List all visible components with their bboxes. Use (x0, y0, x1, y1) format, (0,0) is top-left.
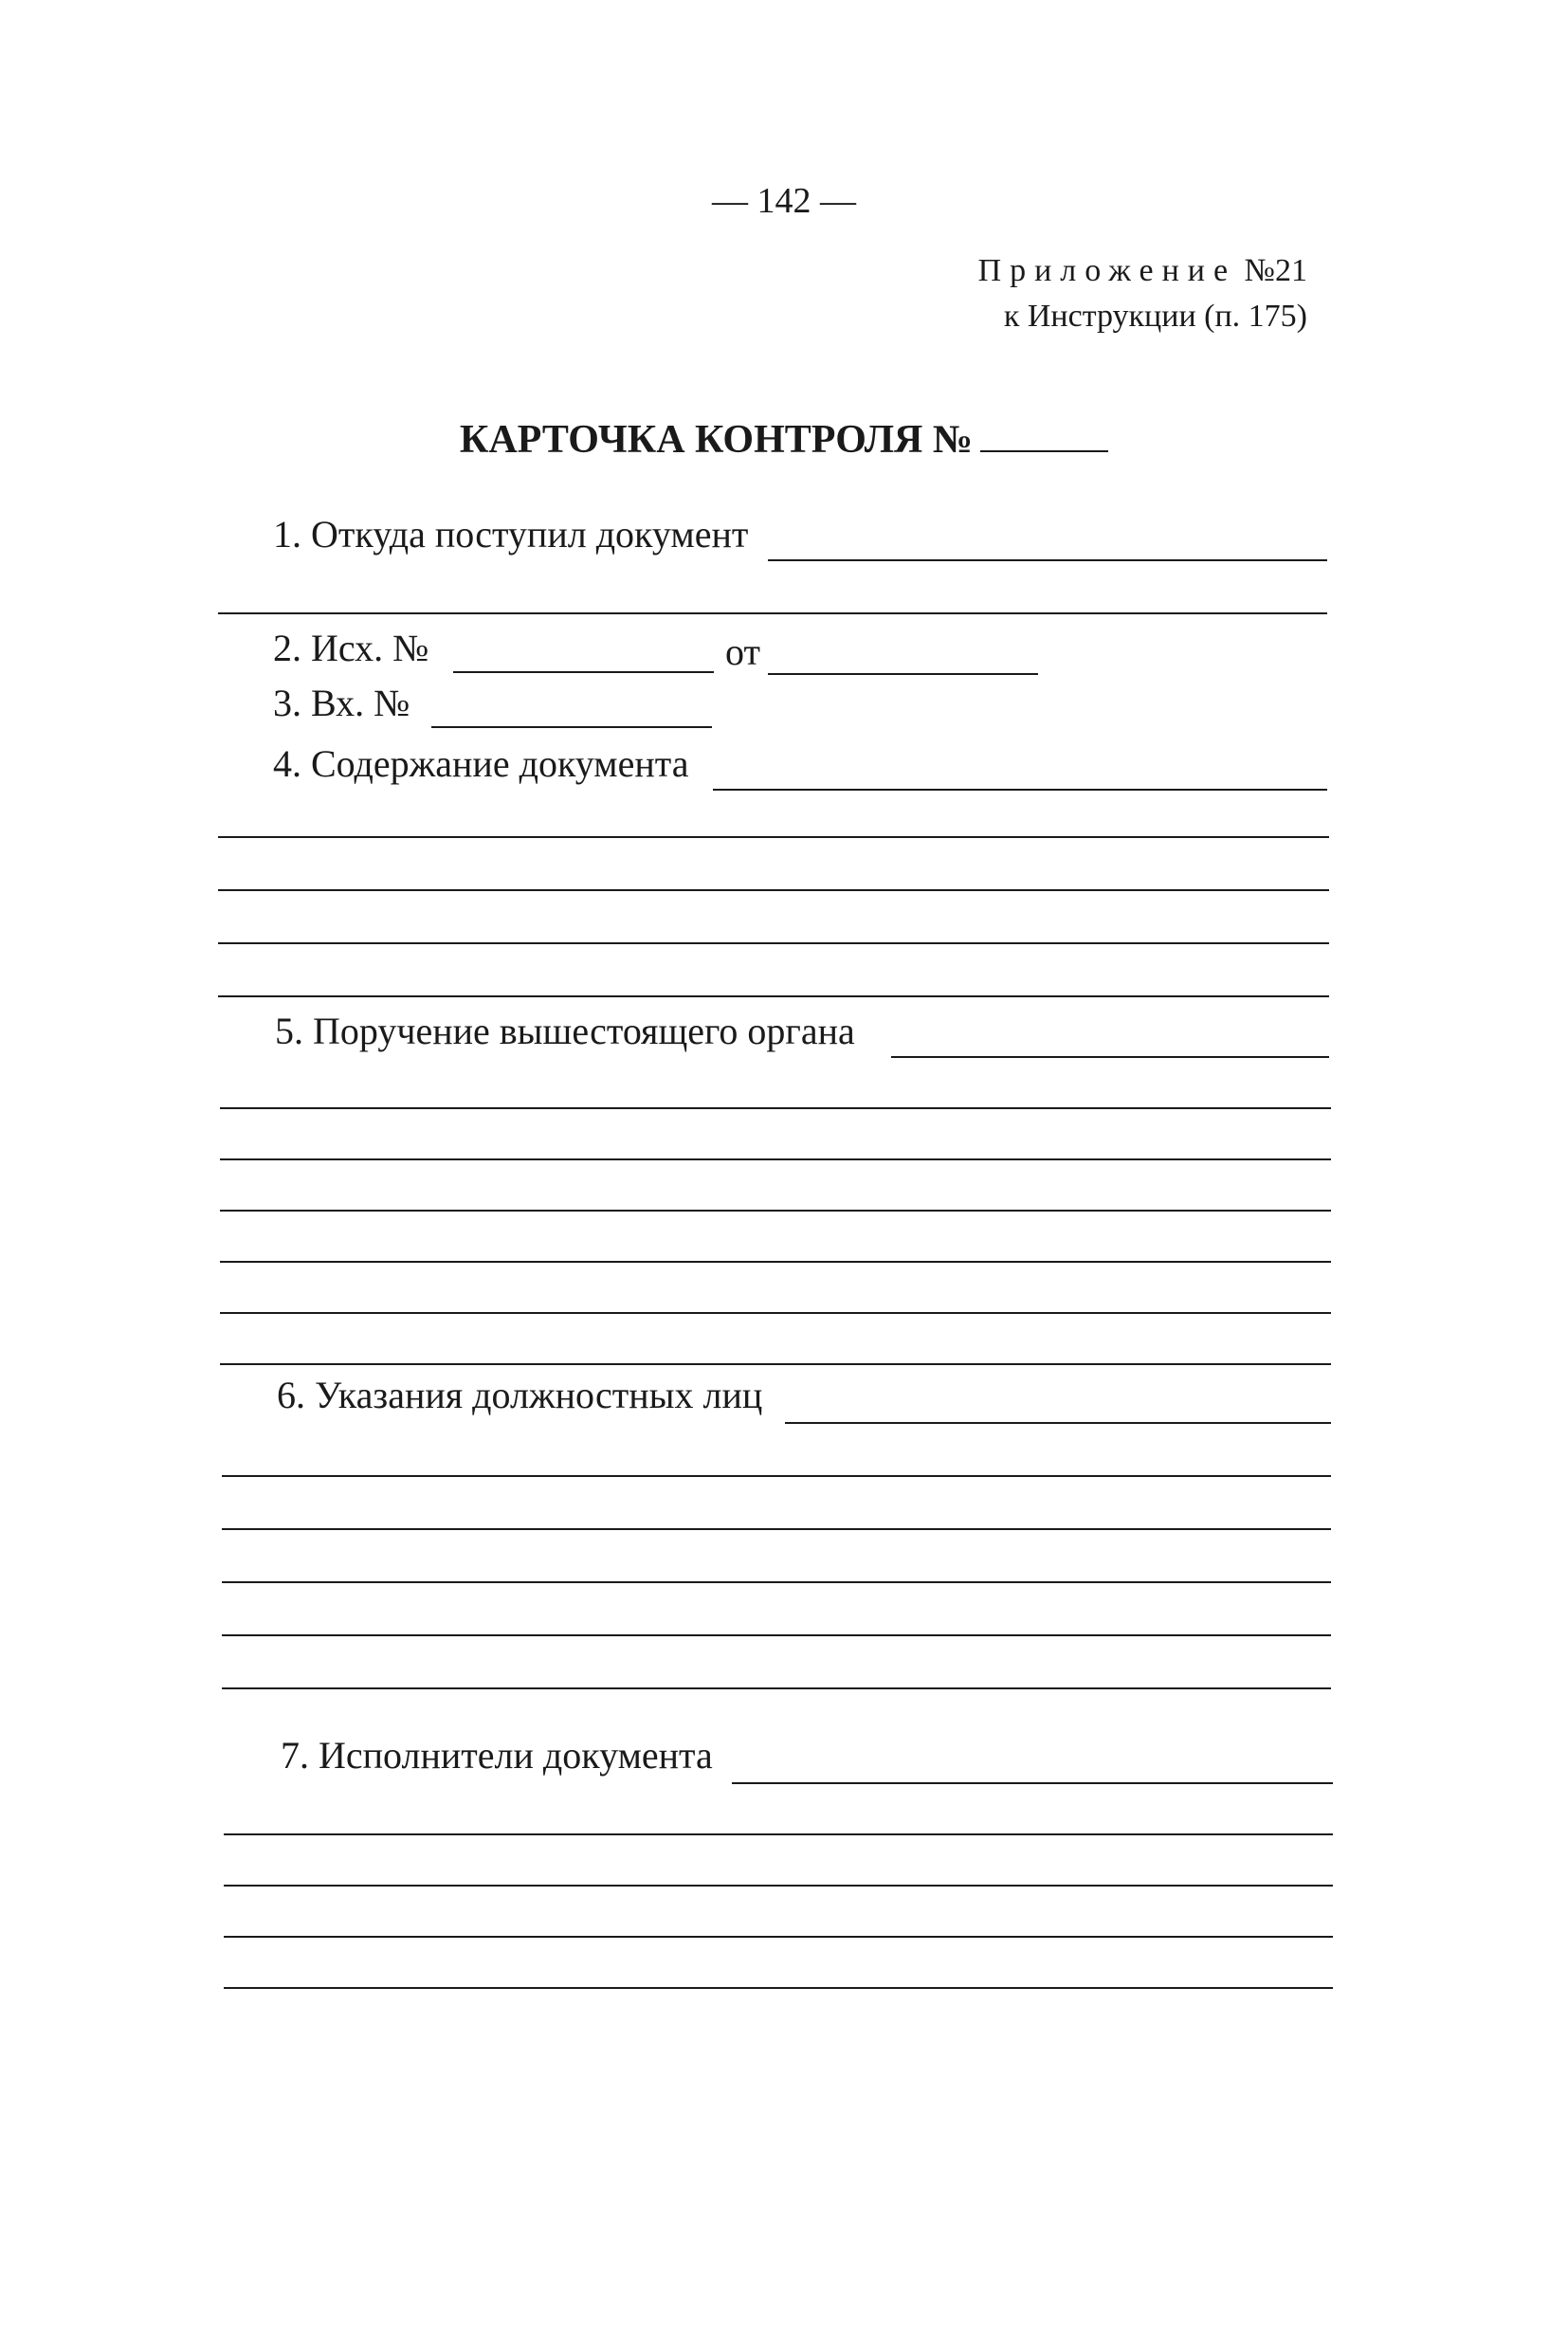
field-incoming-number-label: 3. Вх. № (273, 682, 410, 724)
appendix-heading (978, 248, 1307, 294)
field-incoming-number-blank[interactable] (431, 726, 712, 728)
appendix-reference: к Инструкции (п. 175) (1003, 299, 1307, 334)
field-officials-line[interactable] (222, 1634, 1331, 1636)
field-content-line[interactable] (218, 995, 1329, 997)
field-officials-label: 6. Указания должностных лиц (277, 1374, 763, 1416)
field-source-blank[interactable] (768, 559, 1327, 561)
field-outgoing-date-label: от (725, 630, 760, 673)
appendix-number: №21 (1244, 253, 1307, 288)
field-source-blank-line[interactable] (218, 612, 1327, 614)
field-instruction-line[interactable] (220, 1261, 1331, 1263)
field-content-line[interactable] (218, 836, 1329, 838)
appendix-note (978, 248, 1307, 339)
appendix-label: Приложение (977, 253, 1237, 288)
card-title (0, 417, 1568, 463)
field-outgoing-number-label: 2. Исх. № (273, 627, 429, 669)
field-content-line[interactable] (218, 889, 1329, 891)
field-instruction-line[interactable] (220, 1210, 1331, 1212)
field-officials-line[interactable] (222, 1528, 1331, 1530)
field-outgoing-date-blank[interactable] (768, 673, 1038, 675)
field-executors-blank[interactable] (732, 1782, 1333, 1784)
field-officials-line[interactable] (222, 1687, 1331, 1689)
field-instruction-line[interactable] (220, 1158, 1331, 1160)
field-officials-line[interactable] (222, 1581, 1331, 1583)
page-number: — 142 — (712, 181, 856, 221)
field-instruction-blank[interactable] (891, 1056, 1329, 1058)
field-content-blank[interactable] (713, 789, 1327, 791)
field-executors-line[interactable] (224, 1885, 1333, 1887)
field-source-label: 1. Откуда поступил документ (273, 513, 749, 556)
field-instruction-label: 5. Поручение вышестоящего органа (275, 1010, 855, 1052)
field-executors-line[interactable] (224, 1987, 1333, 1989)
field-executors-label: 7. Исполнители документа (281, 1734, 713, 1777)
field-officials-blank[interactable] (785, 1422, 1331, 1424)
field-outgoing-number-blank[interactable] (453, 671, 714, 673)
card-number-blank[interactable] (980, 418, 1108, 452)
field-officials-line[interactable] (222, 1475, 1331, 1477)
field-executors-line[interactable] (224, 1936, 1333, 1938)
field-instruction-line[interactable] (220, 1312, 1331, 1314)
card-title-text: КАРТОЧКА КОНТРОЛЯ № (459, 418, 974, 462)
field-instruction-line[interactable] (220, 1363, 1331, 1365)
field-executors-line[interactable] (224, 1833, 1333, 1835)
field-instruction-line[interactable] (220, 1107, 1331, 1109)
field-content-line[interactable] (218, 942, 1329, 944)
field-content-label: 4. Содержание документа (273, 742, 689, 785)
